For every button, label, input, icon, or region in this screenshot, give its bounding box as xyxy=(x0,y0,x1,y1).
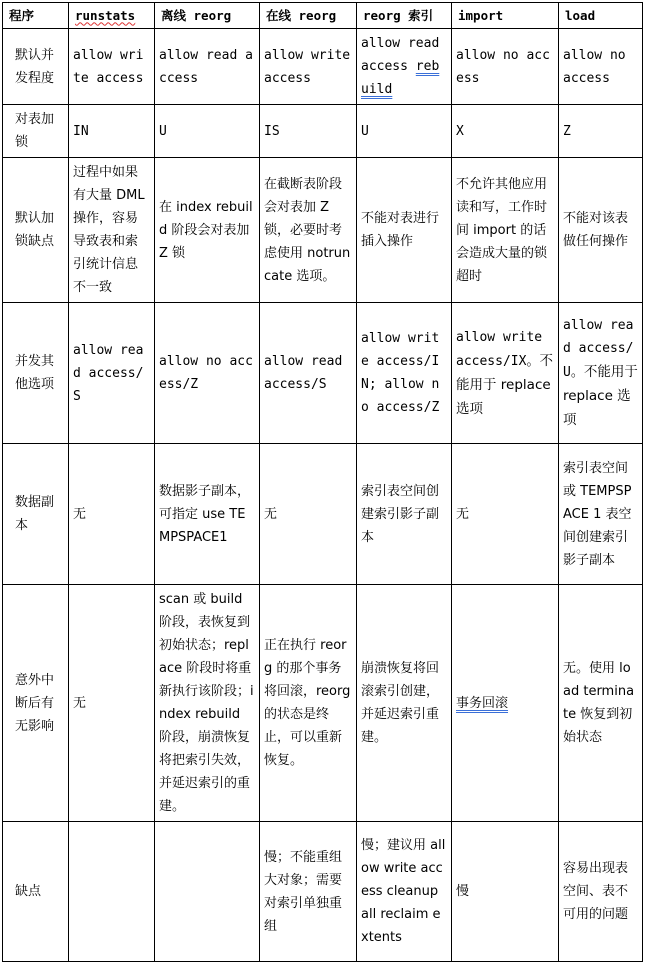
cell-copy-runstats: 无 xyxy=(69,444,155,585)
cell-cons-import: 慢 xyxy=(452,822,559,962)
table-row-concurrency xyxy=(3,29,643,105)
cell-interrupt-runstats: 无 xyxy=(69,585,155,822)
cell-lock-runstats: IN xyxy=(69,105,155,158)
cell-options-load-b: 不能用于 replace 选项 xyxy=(563,364,638,428)
cell-cons-offline-reorg xyxy=(155,822,260,962)
cell-concurrency-runstats: allow write access xyxy=(69,29,155,105)
header-runstats xyxy=(69,3,155,29)
header-reorg-index: reorg 索引 xyxy=(357,3,452,29)
cell-concurrency-load: allow no access xyxy=(559,29,643,105)
header-online-reorg: 在线 reorg xyxy=(260,3,357,29)
cell-cons-reorg-index: 慢；建议用 allow write access cleanup all reclaim extents xyxy=(357,822,452,962)
cell-cons-online-reorg: 慢；不能重组大对象；需要对索引单独重组 xyxy=(260,822,357,962)
cell-lock-online-reorg: IS xyxy=(260,105,357,158)
cell-options-load-a: allow read access/U。 xyxy=(563,318,634,380)
cell-lock-load: Z xyxy=(559,105,643,158)
cell-copy-offline-reorg: 数据影子副本，可指定 use TEMPSPACE1 xyxy=(155,444,260,585)
cell-options-offline-reorg: allow no access/Z xyxy=(155,303,260,444)
cell-concurrency-reorg-index-rebuild: rebuild xyxy=(361,59,440,97)
cell-copy-reorg-index: 索引表空间创建索引影子副本 xyxy=(357,444,452,585)
cell-copy-load: 索引表空间或 TEMPSPACE 1 表空间创建索引影子副本 xyxy=(559,444,643,585)
cell-concurrency-online-reorg: allow write access xyxy=(260,29,357,105)
cell-options-import-a: allow write access/IX。 xyxy=(456,329,543,369)
cell-options-import-b: 不能用于 replace 选项 xyxy=(456,352,553,417)
cell-options-runstats: allow read access/S xyxy=(69,303,155,444)
cell-options-load xyxy=(559,303,643,444)
cell-drawback-online-reorg: 在截断表阶段会对表加 Z 锁，必要时考虑使用 notruncate 选项。 xyxy=(260,158,357,303)
cell-options-import xyxy=(452,303,559,444)
row-label-drawbacks: 缺点 xyxy=(3,822,69,962)
cell-lock-import: X xyxy=(452,105,559,158)
header-import: import xyxy=(452,3,559,29)
header-runstats-text: runstats xyxy=(75,7,136,23)
cell-concurrency-offline-reorg: allow read access xyxy=(155,29,260,105)
cell-drawback-load: 不能对该表做任何操作 xyxy=(559,158,643,303)
table-row-other-options xyxy=(3,303,643,444)
table-row-interruption xyxy=(3,585,643,822)
cell-concurrency-import: allow no access xyxy=(452,29,559,105)
cell-interrupt-offline-reorg: scan 或 build 阶段，表恢复到初始状态；replace 阶段时将重新执行该阶段；index rebuild 阶段，崩溃恢复将把索引失效，并延迟索引的重建。 xyxy=(155,585,260,822)
comparison-table xyxy=(2,2,643,962)
cell-options-online-reorg: allow read access/S xyxy=(260,303,357,444)
row-label-other-options: 并发其他选项 xyxy=(3,303,69,444)
header-offline-reorg: 离线 reorg xyxy=(155,3,260,29)
cell-cons-runstats xyxy=(69,822,155,962)
table-row-lock-drawback xyxy=(3,158,643,303)
cell-interrupt-import xyxy=(452,585,559,822)
header-load: load xyxy=(559,3,643,29)
cell-options-reorg-index: allow write access/IN; allow no access/Z xyxy=(357,303,452,444)
cell-interrupt-reorg-index: 崩溃恢复将回滚索引创建，并延迟索引重建。 xyxy=(357,585,452,822)
cell-lock-offline-reorg: U xyxy=(155,105,260,158)
row-label-lock-drawback: 默认加锁缺点 xyxy=(3,158,69,303)
cell-copy-import: 无 xyxy=(452,444,559,585)
row-label-data-copy: 数据副本 xyxy=(3,444,69,585)
row-label-interruption: 意外中断后有无影响 xyxy=(3,585,69,822)
table-row-drawbacks xyxy=(3,822,643,962)
cell-interrupt-import-text: 事务回滚 xyxy=(456,695,509,711)
cell-drawback-import: 不允许其他应用读和写，工作时间 import 的话会造成大量的锁超时 xyxy=(452,158,559,303)
cell-cons-load: 容易出现表空间、表不可用的问题 xyxy=(559,822,643,962)
cell-drawback-offline-reorg: 在 index rebuild 阶段会对表加 Z 锁 xyxy=(155,158,260,303)
table-row-data-copy xyxy=(3,444,643,585)
cell-lock-reorg-index: U xyxy=(357,105,452,158)
row-label-table-lock: 对表加锁 xyxy=(3,105,69,158)
cell-drawback-runstats: 过程中如果有大量 DML 操作，容易导致表和索引统计信息不一致 xyxy=(69,158,155,303)
cell-drawback-reorg-index: 不能对表进行插入操作 xyxy=(357,158,452,303)
header-program: 程序 xyxy=(3,3,69,29)
cell-concurrency-reorg-index xyxy=(357,29,452,105)
cell-concurrency-reorg-index-text: allow read access xyxy=(361,36,440,74)
cell-interrupt-online-reorg: 正在执行 reorg 的那个事务将回滚，reorg 的状态是终止，可以重新恢复。 xyxy=(260,585,357,822)
table-row-table-lock xyxy=(3,105,643,158)
row-label-concurrency: 默认并发程度 xyxy=(3,29,69,105)
cell-interrupt-load: 无。使用 load terminate 恢复到初始状态 xyxy=(559,585,643,822)
cell-copy-online-reorg: 无 xyxy=(260,444,357,585)
header-row xyxy=(3,3,643,29)
